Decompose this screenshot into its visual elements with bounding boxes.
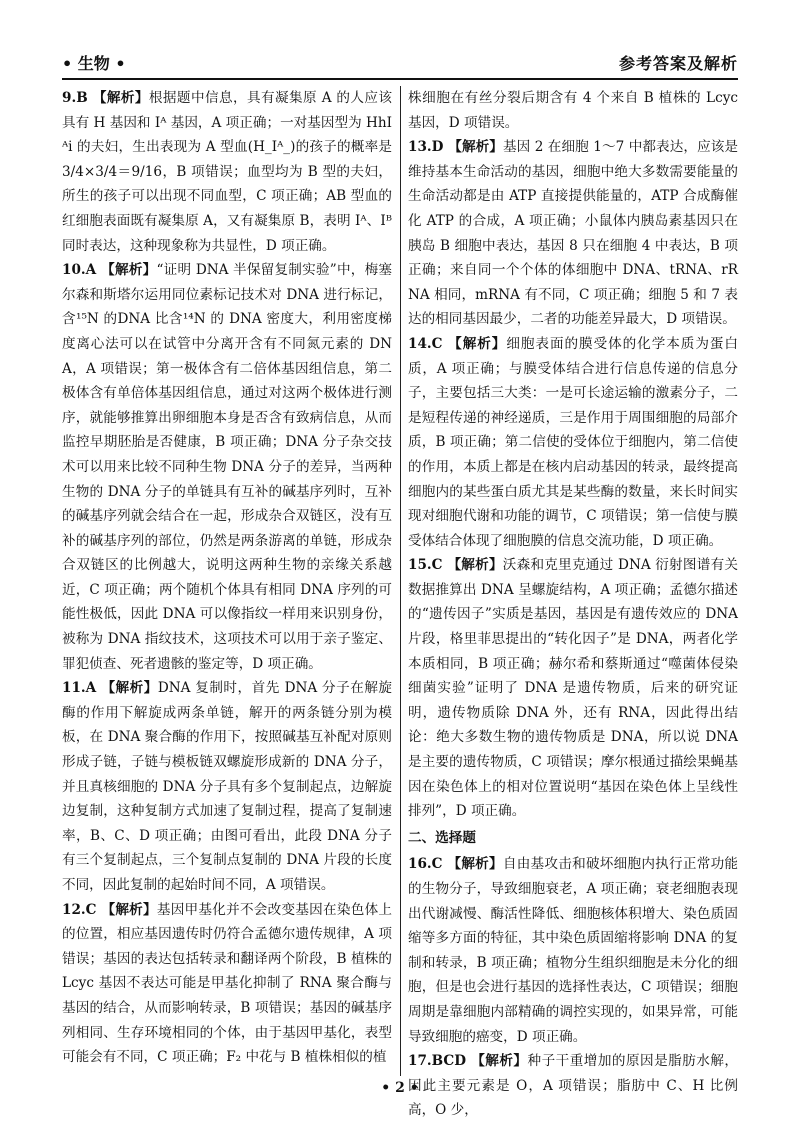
analysis-tag: 【解析】 [101,262,157,279]
analysis-text: 沃森和克里克通过 DNA 衍射图谱有关数据推算出 DNA 呈螺旋结构，A 项正确；孟德尔描述的“遗传因子”实质是基因，基因是有遗传效应的 DNA 片段，格里菲思提出的“转化因子”是 DNA，两者化学本质相同，B 项正确；赫尔希和蔡斯通过“噬菌体侵染细菌实验”证明了 DNA 是遗传物质，后来的研究证明，遗传物质除 DNA 外，还有 RNA，因此得出结论：绝大多数生物的遗传物质是 DNA，所以说 DNA 是主要的遗传物质，C 项错误；摩尔根通过描绘果蝇基因在染色体上的相对位置说明“基因在染色体上呈线性排列”，D 项正确。 [408,557,738,820]
analysis-text: 基因 2 在细胞 1～7 中都表达，应该是维持基本生命活动的基因，细胞中绝大多数需要能量的生命活动都是由 ATP 直接提供能量的，ATP 合成酶催化 ATP 的合成，A 项正确；小鼠体内胰岛素基因只在胰岛 B 细胞中表达，基因 8 只在细胞 4 中表达，B 项正确；来自同一个个体的体细胞中 DNA、tRNA、rRNA 相同，mRNA 有不同，C 项正确；细胞 5 和 7 表达的相同基因最少，二者的功能差异最大，D 项错误。 [408,139,739,328]
analysis-tag: 【解析】 [447,557,503,574]
question-number: 11.A [62,680,102,697]
question-number: 17.BCD [408,1053,472,1070]
analysis-tag: 【解析】 [448,335,507,352]
answer-entry [408,553,738,824]
answer-columns [62,86,739,1119]
answer-entry [62,258,392,676]
question-number: 13.D [408,139,449,156]
analysis-text: “证明 DNA 半保留复制实验”中，梅塞尔森和斯塔尔运用同位素标记技术对 DNA 进行标记，含¹⁵N 的DNA 比含¹⁴N 的 DNA 密度大，利用密度梯度离心法可以在试管中分离开含有不同氮元素的 DNA，A 项错误；第一极体含有二倍体基因组信息，第二极体含有单倍体基因组信息，通过对这两个极体进行测序，就能够推算出卵细胞本身是否含有致病信息，从而监控早期胚胎是否健康，B 项正确；DNA 分子杂交技术可以用来比较不同种生物 DNA 分子的差异，当两种生物的 DNA 分子的单链具有互补的碱基序列时，互补的碱基序列就会结合在一起，形成杂合双链区，没有互补的碱基序列的部位，仍然是两条游离的单链，形成杂合双链区的比例越大，说明这两种生物的亲缘关系越近，C 项正确；两个随机个体具有相同 DNA 序列的可能性极低，因此 DNA 可以像指纹一样用来识别身份，被称为 DNA 指纹技术，这项技术可以用于亲子鉴定、罪犯侦查、死者遗骸的鉴定等，D 项正确。 [62,262,393,672]
subject-label: • 生物 • [62,54,126,73]
answer-entry [62,86,392,258]
page-header [62,44,738,80]
answer-entry [408,852,738,1049]
answer-entry [62,898,392,1070]
question-number: 16.C [408,856,448,873]
question-number: 10.A [62,262,102,279]
right-column [408,86,738,1123]
analysis-text: 株细胞在有丝分裂后期含有 4 个来自 B 植株的 Lcyc 基因，D 项错误。 [408,90,738,131]
analysis-tag: 【解析】 [448,139,503,156]
left-column [62,86,392,1070]
analysis-tag: 【解析】 [101,680,158,697]
section-heading: 二、选择题 [408,829,476,846]
analysis-text: 种子干重增加的原因是脂肪水解，因此主要元素是 O，A 项错误；脂肪中 C、H 比例高，O 少， [408,1053,739,1119]
analysis-text: 根据题中信息，具有凝集原 A 的人应该具有 H 基因和 Iᴬ 基因，A 项正确；一对基因型为 HhIᴬi 的夫妇，生出表现为 A 型血(H_Iᴬ_)的孩子的概率是 3/4×3/4＝9/16，B 项错误；血型均为 B 型的夫妇，所生的孩子可以出现不同血型，C 项正确；AB 型血的红细胞表面既有凝集原 A，又有凝集原 B，表明 Iᴬ、Iᴮ 同时表达，这种现象称为共显性，D 项正确。 [62,90,392,254]
answer-entry [62,676,392,897]
analysis-tag: 【解析】 [101,901,157,918]
page-number: • 2 • [381,1080,419,1096]
header-title: 参考答案及解析 [618,54,738,73]
analysis-text: 自由基攻击和破坏细胞内执行正常功能的生物分子，导致细胞衰老，A 项正确；衰老细胞表现出代谢减慢、酶活性降低、细胞核体积增大、染色质固缩等多方面的特征，其中染色质固缩将影响 DNA 的复制和转录，B 项正确；植物分生组织细胞是未分化的细胞，但是也会进行基因的选择性表达，C 项错误；细胞周期是靠细胞内部精确的调控实现的，如果异常，可能导致细胞的癌变，D 项正确。 [408,856,739,1045]
analysis-text: 基因甲基化并不会改变基因在染色体上的位置，相应基因遗传时仍符合孟德尔遗传规律，A 项错误；基因的表达包括转录和翻译两个阶段，B 植株的 Lcyc 基因不表达可能是甲基化抑制了 RNA 聚合酶与基因的结合，从而影响转录，B 项错误；基因的碱基序列相同、生存环境相同的个体，由于基因甲基化，表型可能会有不同，C 项正确；F₂ 中花与 B 植株相似的植 [62,901,393,1066]
question-number: 15.C [408,557,448,574]
question-number: 9.B [62,90,93,106]
analysis-tag: 【解析】 [471,1053,528,1070]
answer-entry [408,332,738,553]
question-number: 12.C [62,901,102,918]
analysis-tag: 【解析】 [447,856,503,873]
analysis-tag: 【解析】 [92,90,149,106]
answer-entry [408,86,738,135]
answer-entry [408,135,738,332]
column-divider [400,86,401,1076]
analysis-text: DNA 复制时，首先 DNA 分子在解旋酶的作用下解旋成两条单链，解开的两条链分别为模板，在 DNA 聚合酶的作用下，按照碱基互补配对原则形成子链，子链与模板链双螺旋形成新的 DNA 分子，并且真核细胞的 DNA 分子具有多个复制起点，边解旋边复制，这种复制方式加速了复制过程，提高了复制速率，B、C、D 项正确；由图可看出，此段 DNA 分子有三个复制起点，三个复制点复制的 DNA 片段的长度不同，因此复制的起始时间不同，A 项错误。 [62,680,393,893]
analysis-text: 细胞表面的膜受体的化学本质为蛋白质，A 项正确；与膜受体结合进行信息传递的信息分子，主要包括三大类：一是可长途运输的激素分子，二是短程传递的神经递质，三是作用于周围细胞的局部介质，B 项正确；第二信使的受体位于细胞内，第二信使的作用，本质上都是在核内启动基因的转录，最终提高细胞内的某些蛋白质尤其是某些酶的数量，来长时间实现对细胞代谢和功能的调节，C 项错误；第一信使与膜受体结合体现了细胞膜的信息交流功能，D 项正确。 [408,335,739,549]
question-number: 14.C [408,335,449,352]
